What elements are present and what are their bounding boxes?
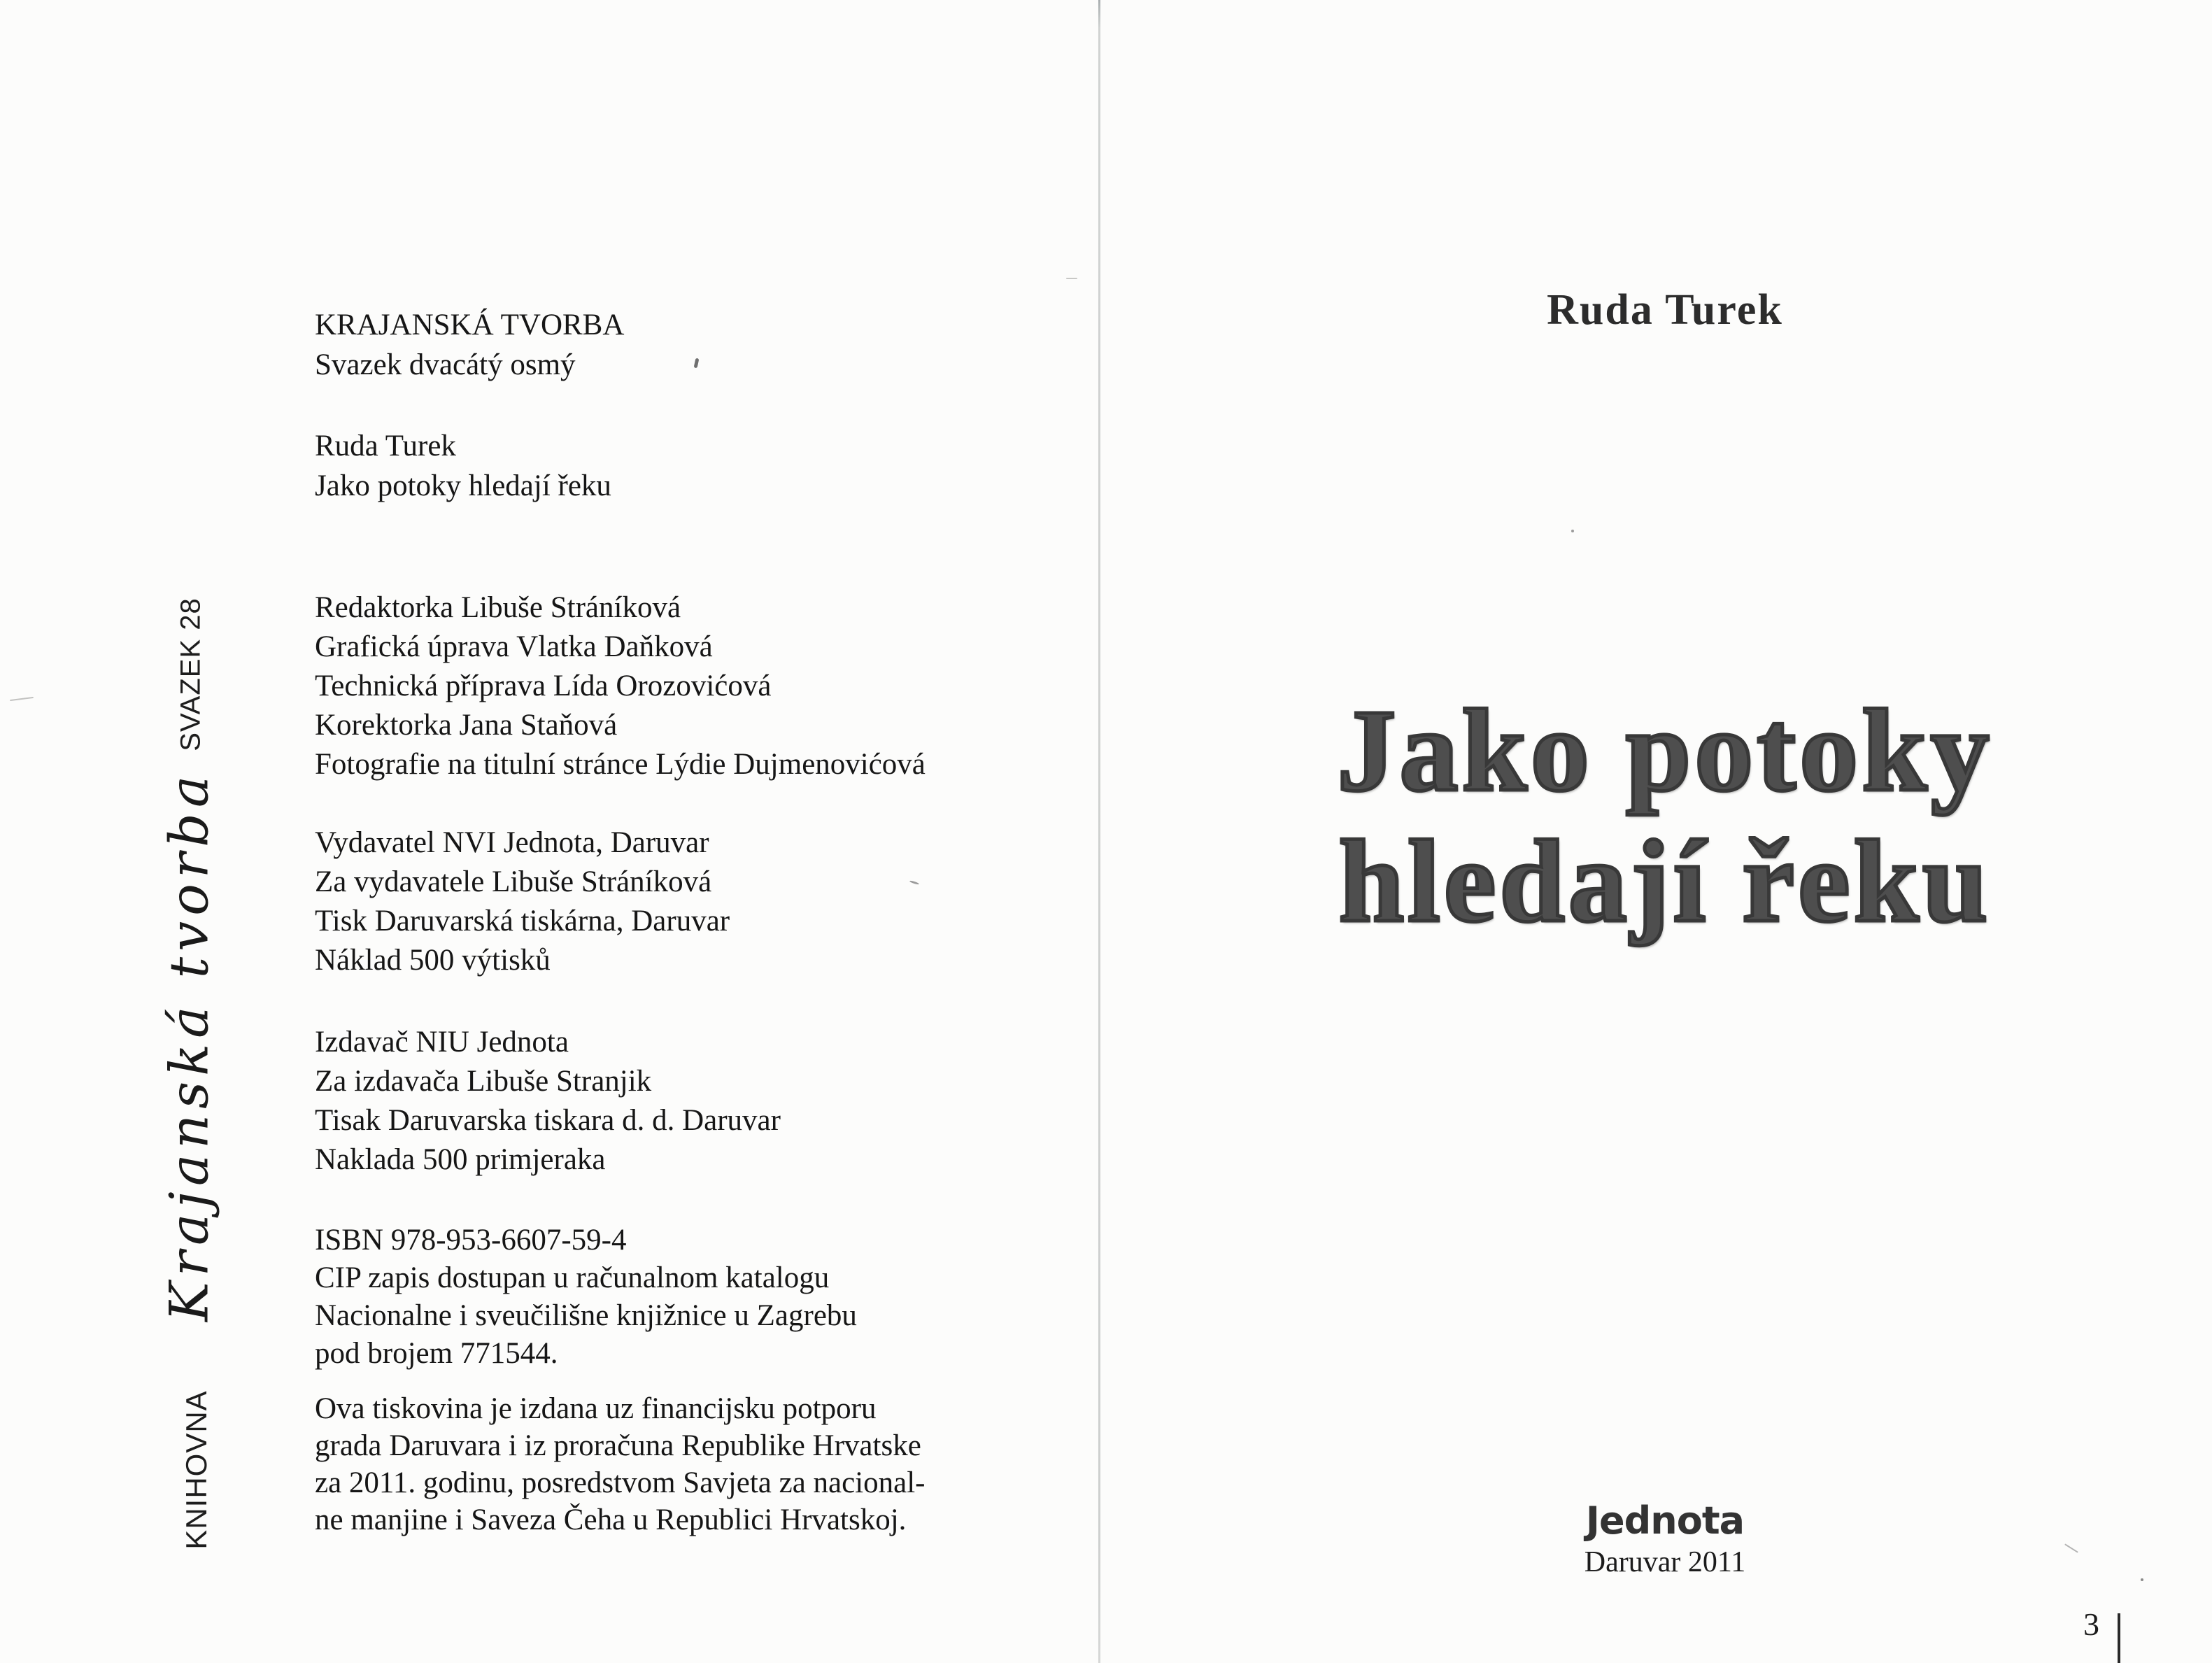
scan-speck [694,358,700,369]
credit-editor: Redaktorka Libuše Stráníková [315,591,681,624]
series-title: KRAJANSKÁ TVORBA [315,309,625,341]
publisher-hr-name: Izdavač NIU Jednota [315,1026,569,1059]
credits-block [315,588,926,784]
book-title-text: Jako potoky hledají řeku [315,469,611,502]
credit-cover-photo: Fotografie na titulní stránce Lýdie Dujmenovićová [315,748,926,781]
funding-line-1: Ova tiskovina je izdana uz financijsku potporu [315,1392,877,1425]
funding-block [315,1390,926,1538]
publisher-hr-copies: Naklada 500 primjeraka [315,1143,606,1176]
publisher-cz-block [315,823,730,980]
publisher-cz-copies: Náklad 500 výtisků [315,944,551,977]
title-page-author: Ruda Turek [1547,286,1783,334]
publisher-hr-for: Za izdavača Libuše Stranjik [315,1065,652,1098]
scan-speck [909,880,919,885]
scan-speck [10,697,34,701]
publisher-cz-name: Vydavatel NVI Jednota, Daruvar [315,826,709,859]
imprint-place-year: Daruvar 2011 [1584,1546,1746,1578]
scan-speck [1066,278,1077,279]
publisher-hr-block [315,1023,781,1180]
cip-line-1: CIP zapis dostupan u računalnom katalogu [315,1261,830,1294]
scan-speck [2141,1578,2143,1581]
main-title-line-1: Jako potoky [1337,686,1993,816]
page-number-rule [2118,1613,2120,1663]
main-title-line-2: hledají řeku [1338,816,1992,947]
funding-line-2: grada Daruvara i iz proračuna Republike Hrvatske [315,1429,921,1462]
publisher-cz-print: Tisk Daruvarská tiskárna, Daruvar [315,905,730,937]
spine-volume-label: SVAZEK 28 [175,597,206,751]
cip-line-3: pod brojem 771544. [315,1337,558,1370]
author-title-block [315,426,611,506]
page-number: 3 [2083,1606,2099,1642]
funding-line-3: za 2011. godinu, posredstvom Savjeta za nacional- [315,1466,926,1499]
spine-series-name: Krajanská tvorba [157,770,220,1322]
credit-graphic-design: Grafická úprava Vlatka Daňková [315,630,713,663]
page-gutter-fold [1098,0,1100,1663]
credit-technical: Technická příprava Lída Orozovićová [315,670,772,702]
series-block [315,305,624,385]
isbn-number: ISBN 978-953-6607-59-4 [315,1224,627,1257]
jednota-publisher-logo: Jednota [1585,1499,1745,1543]
author-name: Ruda Turek [315,430,456,462]
isbn-cip-block [315,1222,857,1373]
publisher-cz-for: Za vydavatele Libuše Stráníková [315,865,712,898]
imprint-block [1112,1499,2212,1579]
series-volume: Svazek dvacátý osmý [315,348,576,381]
credit-proofreader: Korektorka Jana Staňová [315,709,618,742]
spine-library-label: KNIHOVNA [180,1390,213,1550]
cip-line-2: Nacionalne i sveučilišne knjižnice u Zagrebu [315,1299,857,1332]
scan-speck [1571,530,1574,532]
funding-line-4: ne manjine i Saveza Čeha u Republici Hrvatskoj. [315,1503,907,1536]
main-title [1112,686,2212,947]
publisher-hr-print: Tisak Daruvarska tiskara d. d. Daruvar [315,1104,781,1137]
